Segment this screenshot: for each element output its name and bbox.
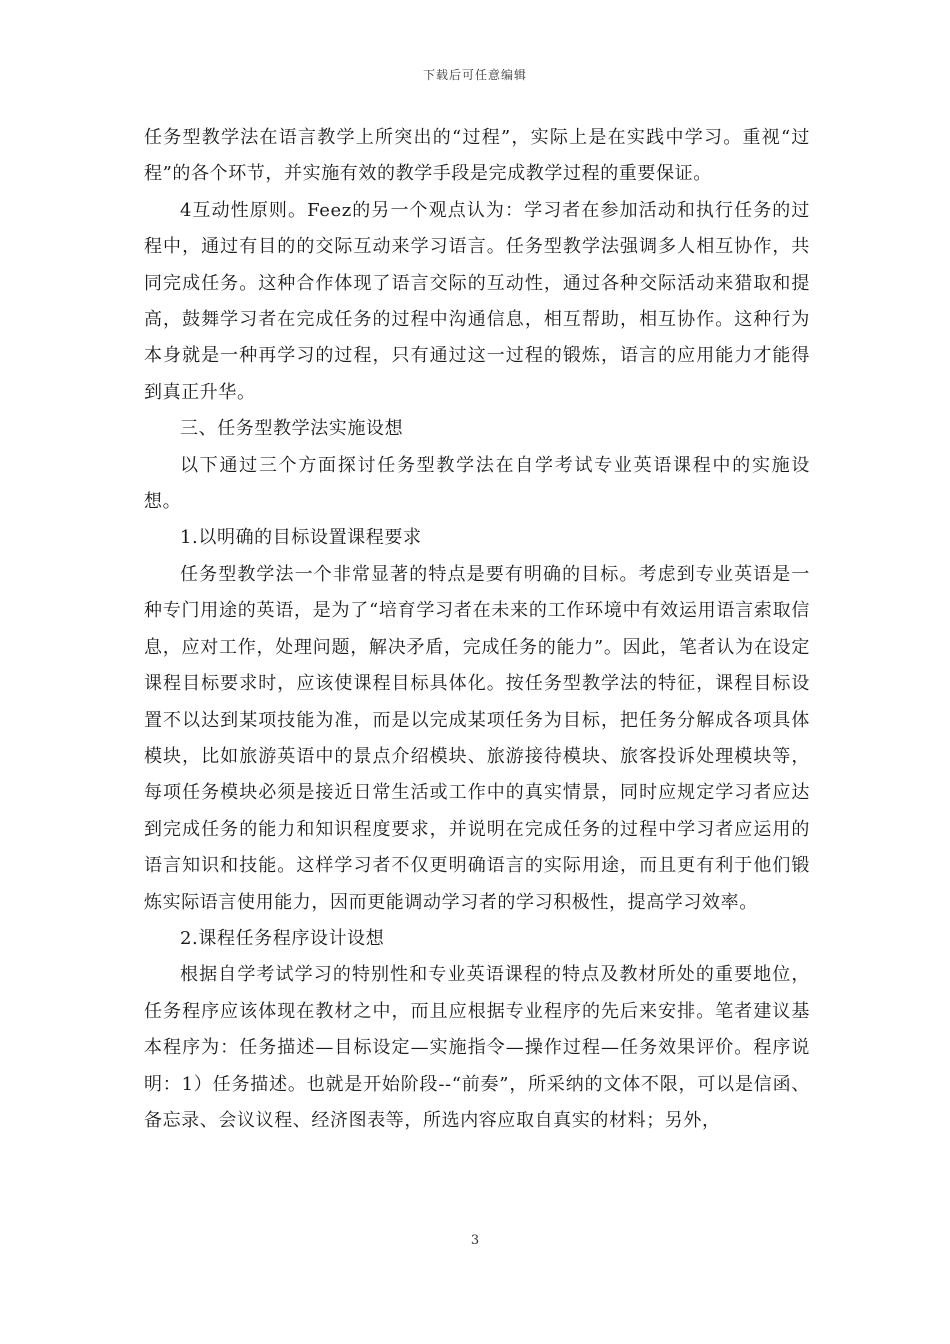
- paragraph-process-emphasis: 任务型教学法在语言教学上所突出的“过程”，实际上是在实践中学习。重视“过程”的各个环节，并实施有效的教学手段是完成教学过程的重要保证。: [144, 127, 810, 185]
- paragraph-interaction-principle: 4互动性原则。Feez的另一个观点认为：学习者在参加活动和执行任务的过程中，通过有目的的交际互动来学习语言。任务型教学法强调多人相互协作，共同完成任务。这种合作体现了语言交际的互动性，通过各种交际活动来猎取和提高，鼓舞学习者在完成任务的过程中沟通信息，相互帮助，相互协作。这种行为本身就是一种再学习的过程，只有通过这一过程的锻炼，语言的应用能力才能得到真正升华。: [144, 199, 810, 403]
- page-header: 下载后可任意编辑: [422, 68, 527, 82]
- paragraph-clear-goals: 任务型教学法一个非常显著的特点是要有明确的目标。考虑到专业英语是一种专门用途的英语，是为了“培育学习者在未来的工作环境中有效运用语言索取信息，应对工作，处理问题，解决矛盾，完成任务的能力”。因此，笔者认为在设定课程目标要求时，应该使课程目标具体化。按任务型教学法的特征，课程目标设置不以达到某项技能为准，而是以完成某项任务为目标，把任务分解成各项具体模块，比如旅游英语中的景点介绍模块、旅游接待模块、旅客投诉处理模块等，每项任务模块必须是接近日常生活或工作中的真实情景，同时应规定学习者应达到完成任务的能力和知识程度要求，并说明在完成任务的过程中学习者应运用的语言知识和技能。这样学习者不仅更明确语言的实际用途，而且更有利于他们锻炼实际语言使用能力，因而更能调动学习者的学习积极性，提高学习效率。: [144, 563, 810, 913]
- paragraph-task-procedure: 根据自学考试学习的特别性和专业英语课程的特点及教材所处的重要地位，任务程序应该体现在教材之中，而且应根据专业程序的先后来安排。笔者建议基本程序为：任务描述—目标设定—实施指令—操作过程—任务效果评价。程序说明：1）任务描述。也就是开始阶段--“前奏”，所采纳的文体不限，可以是信函、备忘录、会议议程、经济图表等，所选内容应取自真实的材料；另外，: [144, 964, 810, 1131]
- paragraph-implementation-intro: 以下通过三个方面探讨任务型教学法在自学考试专业英语课程中的实施设想。: [144, 454, 810, 513]
- page-number: 3: [470, 1233, 480, 1248]
- section-heading-implementation: 三、任务型教学法实施设想: [180, 418, 404, 440]
- subheading-clear-goals: 1.以明确的目标设置课程要求: [180, 527, 422, 549]
- subheading-task-procedure: 2.课程任务程序设计设想: [180, 927, 385, 949]
- document-body: [144, 120, 810, 1139]
